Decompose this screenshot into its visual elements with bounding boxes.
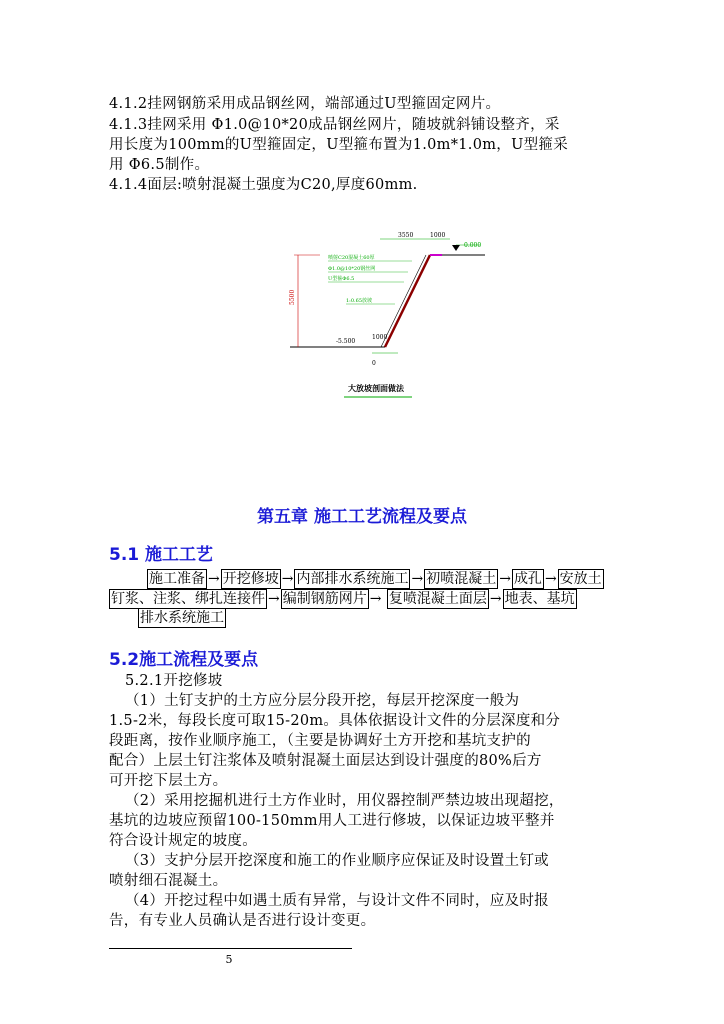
flow-step: 编制钢筋网片 (282, 591, 367, 607)
para-2-line: 基坑的边坡应预留100-150mm用人工进行修坡，以保证边坡平整并 (109, 813, 555, 829)
para-2-line: 符合设计规定的坡度。 (109, 833, 257, 849)
para-1-line: 段距离，按作业顺序施工，（主要是协调好土方开挖和基坑支护的 (109, 733, 531, 749)
subsection-5-2-1: 5.2.1开挖修坡 (125, 673, 223, 689)
flow-step: 地表、基坑 (504, 591, 575, 607)
section-5-2-title: 5.2施工流程及要点 (109, 650, 259, 670)
text-line-4-1-3: 4.1.3挂网采用 Φ1.0@10*20成品钢丝网片，随坡就斜铺设整齐，采 (109, 117, 560, 133)
flow-arrow: → (411, 571, 424, 587)
para-2-line: （2）采用挖掘机进行土方作业时，用仪器控制严禁边坡出现超挖， (125, 793, 564, 809)
slope-face-inner (381, 255, 426, 347)
para-3-line: （3）支护分层开挖深度和施工的作业顺序应保证及时设置土钉或 (125, 853, 549, 869)
annotation-4: 1:0.65放坡 (346, 298, 372, 304)
slope-section-drawing (280, 225, 490, 405)
para-1-line: 1.5-2米，每段长度可取15-20m。具体依据设计文件的分层深度和分 (109, 713, 561, 729)
dim-top-right-label: 0.000 (464, 242, 482, 249)
flow-step: 钉浆、注浆、绑扎连接件 (111, 591, 265, 607)
para-3-line: 喷射细石混凝土。 (109, 873, 228, 889)
dim-bottom-label: 1000 (372, 334, 388, 341)
page-number: 5 (225, 953, 233, 966)
flow-arrow: → (268, 591, 280, 607)
para-1-line: 可开挖下层土方。 (109, 773, 228, 789)
flow-arrow: → (208, 571, 220, 587)
flow-step: 开挖修坡 (222, 571, 279, 587)
dim-top-b-label: 1000 (430, 232, 446, 239)
annotation-1: 喷射C20混凝土60厚 (328, 255, 375, 261)
text-line-4-1-3-end: 用 Φ6.5制作。 (109, 157, 210, 173)
flow-step: 初喷混凝土 (426, 571, 497, 587)
flow-row-2 (109, 589, 577, 609)
figure-caption: 大放坡剖面做法 (348, 384, 404, 393)
flow-arrow: → (499, 571, 511, 587)
flow-step: 排水系统施工 (140, 610, 224, 626)
flow-row-3 (138, 608, 226, 628)
flow-step: 内部排水系统施工 (296, 571, 409, 587)
para-1-line: （1）土钉支护的土方应分层分段开挖，每层开挖深度一般为 (125, 693, 520, 709)
elevation-marker-top (452, 245, 460, 251)
text-line-4-1-3-cont: 用长度为100mm的U型箍固定，U型箍布置为1.0m*1.0m，U型箍采 (109, 137, 569, 153)
annotation-3: U型箍Φ6.5 (328, 276, 355, 282)
flow-arrow: → (544, 571, 557, 587)
flow-arrow: → (281, 571, 294, 587)
dim-left-label: -5.500 (336, 338, 356, 345)
section-5-1-title: 5.1 施工工艺 (109, 545, 214, 565)
flow-step: 复喷混凝土面层 (388, 591, 487, 607)
flow-arrow: → (489, 591, 502, 607)
annotation-2: Φ1.0@10*20钢丝网 (328, 266, 376, 272)
flow-arrow: → (369, 591, 382, 607)
text-line-4-1-2: 4.1.2挂网钢筋采用成品钢丝网，端部通过U型箍固定网片。 (109, 96, 501, 112)
para-4-line: 告，有专业人员确认是否进行设计变更。 (109, 913, 376, 929)
flow-row-1 (147, 569, 604, 589)
footer-rule (109, 948, 352, 949)
text-line-4-1-4: 4.1.4面层:喷射混凝土强度为C20,厚度60mm. (109, 177, 418, 193)
dim-top-a-label: 3550 (398, 232, 414, 239)
flow-step: 成孔 (513, 571, 542, 587)
dim-height-label: 5500 (289, 289, 296, 305)
slope-section-figure (280, 225, 490, 405)
para-1-line: 配合）上层土钉注浆体及喷射混凝土面层达到设计强度的80%后方 (109, 753, 542, 769)
flow-step: 施工准备 (149, 571, 205, 587)
dim-base-label: 0 (372, 360, 376, 367)
para-4-line: （4）开挖过程中如遇土质有异常，与设计文件不同时，应及时报 (125, 893, 549, 909)
flow-step: 安放土 (559, 571, 602, 587)
chapter-title: 第五章 施工工艺流程及要点 (257, 507, 467, 527)
slope-face (385, 255, 430, 347)
